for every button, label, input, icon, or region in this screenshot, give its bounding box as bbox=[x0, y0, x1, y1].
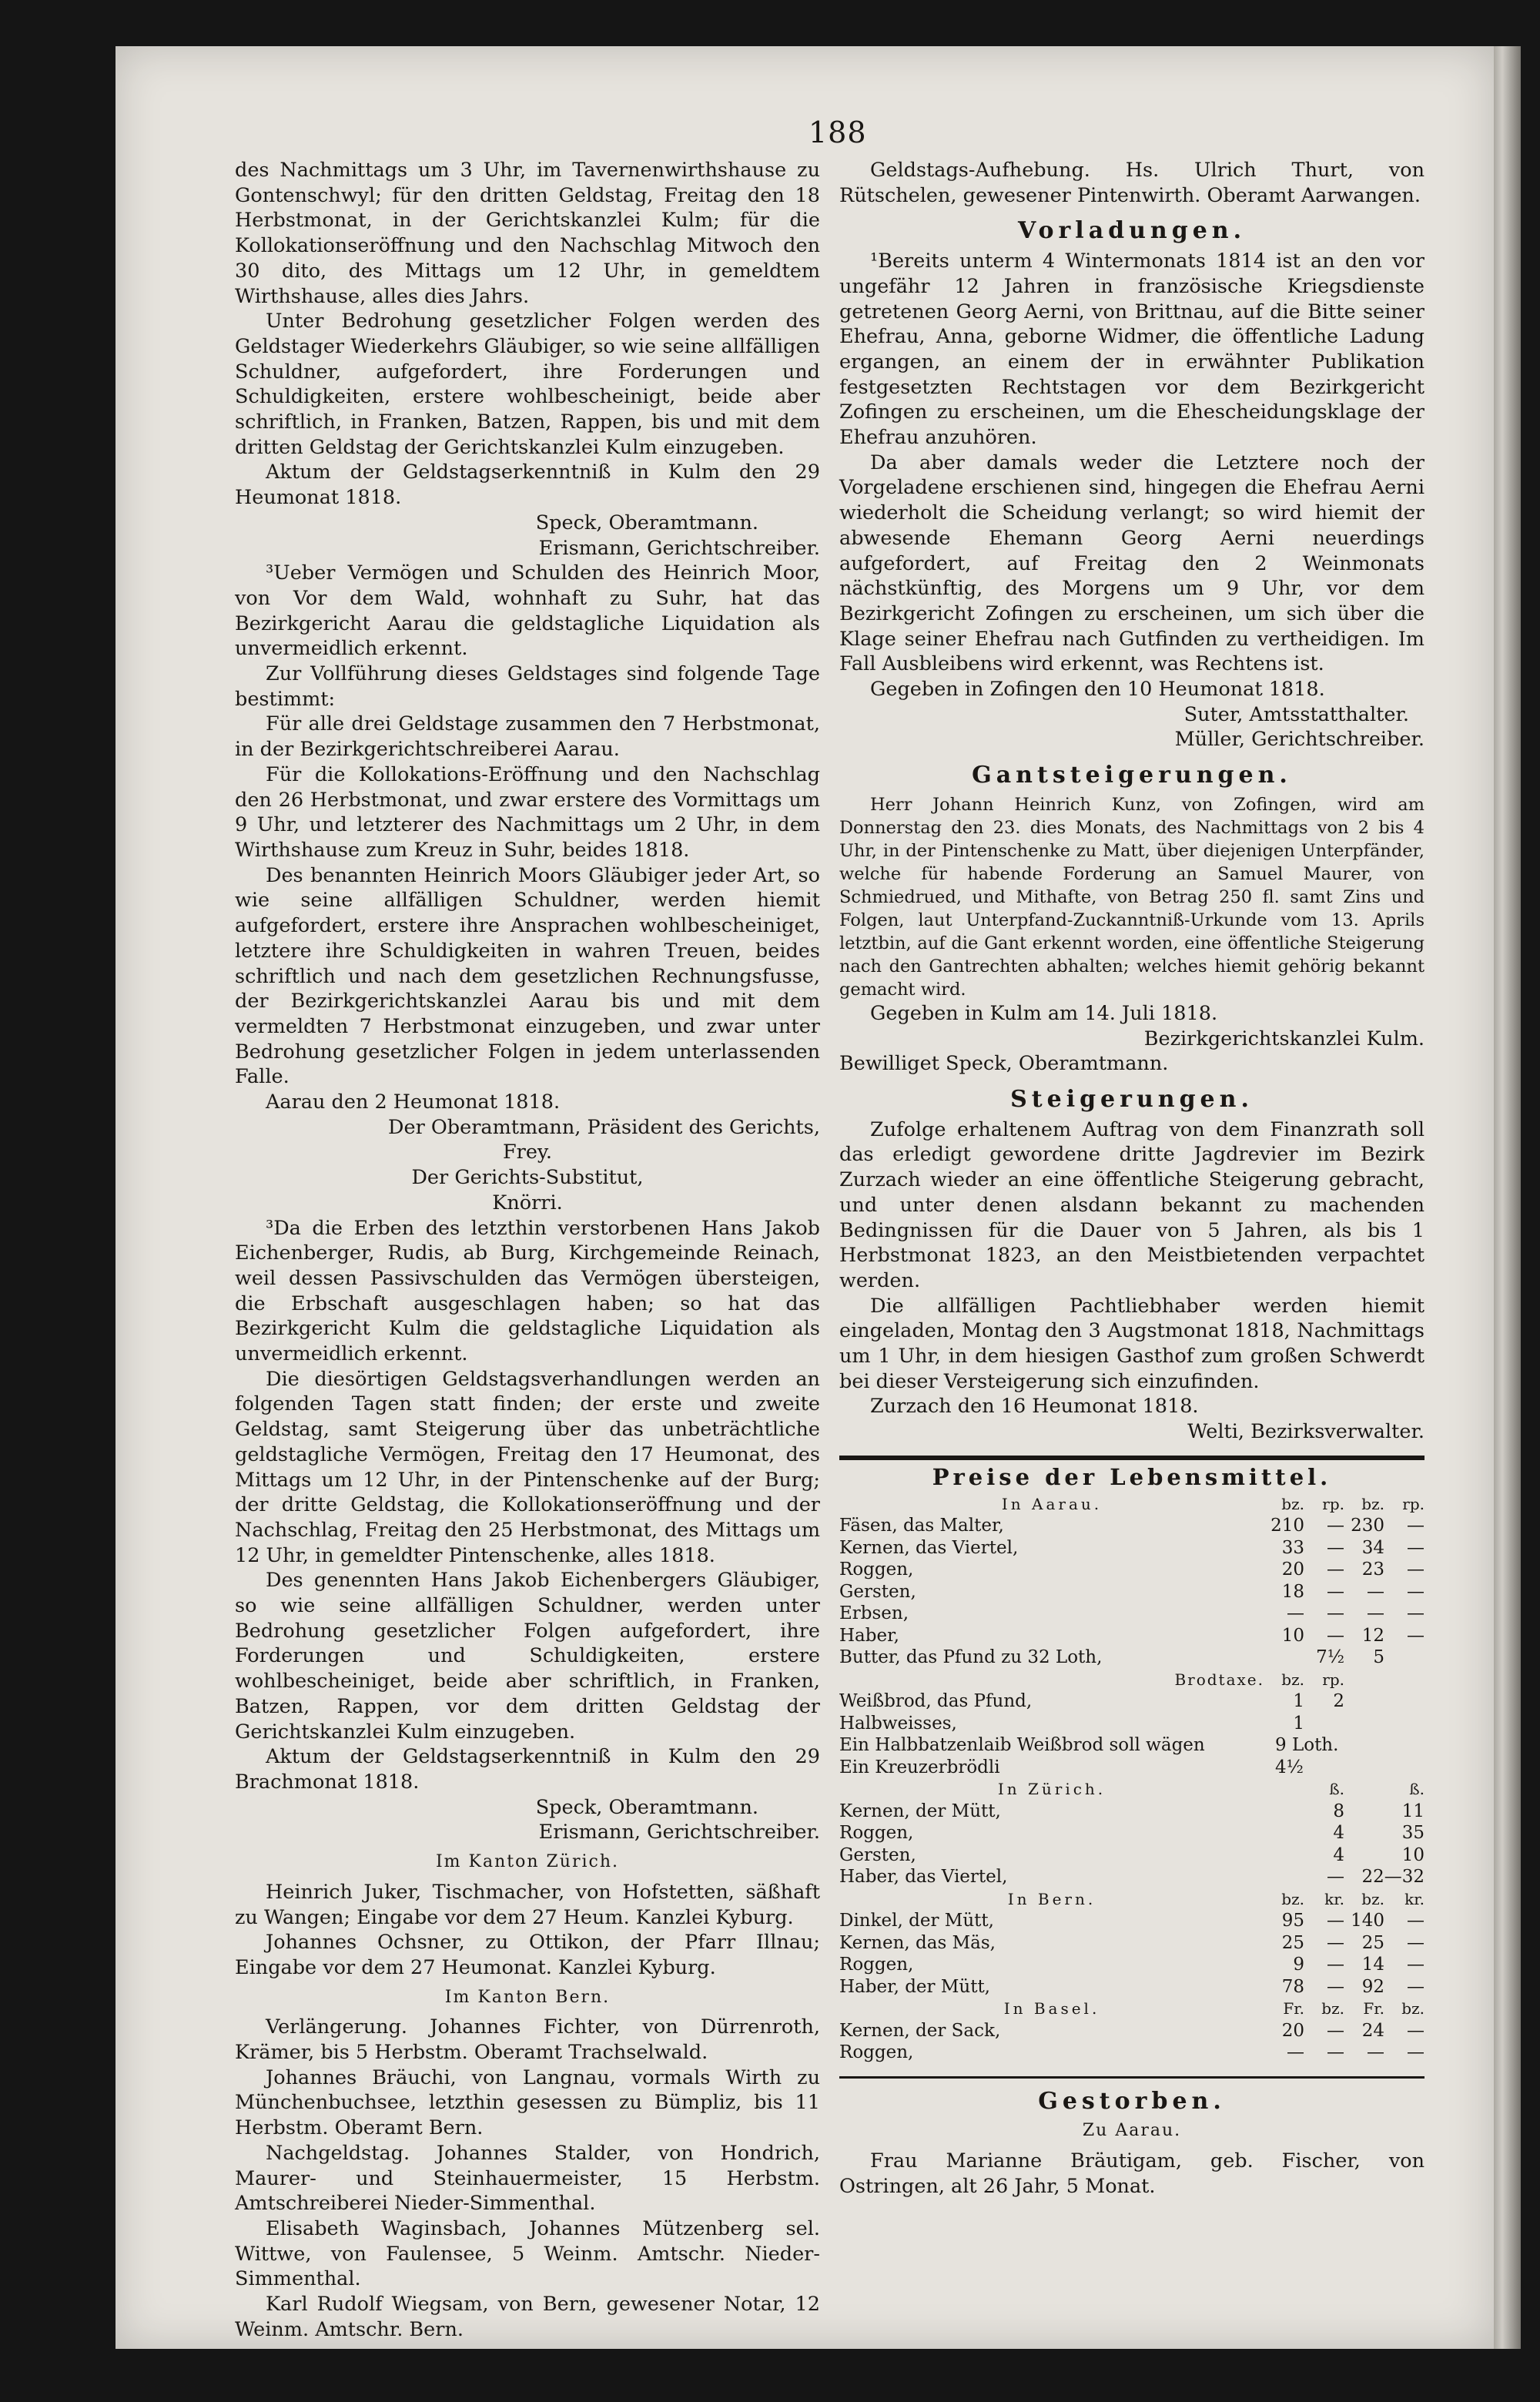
price-item: Dinkel, der Mütt, bbox=[839, 1911, 994, 1931]
notice-paragraph: Johannes Bräuchi, von Langnau, vormals Wirth zu Münchenbuchsee, letzthin gesessen zu Bümpliz, bis 11 Herbstm. Oberamt Bern. bbox=[235, 2065, 820, 2140]
price-value: — bbox=[1327, 1867, 1344, 1888]
notice-paragraph: Die allfälligen Pachtliebhaber werden hiemit eingeladen, Montag den 3 Augstmonat 1818, Nachmittags um 1 Uhr, in dem hiesigen Gasthof zum großen Schwerdt bei dieser Versteigerung sich einzufinden. bbox=[839, 1294, 1424, 1393]
price-item: Ein Halbbatzenlaib Weißbrod soll wägen bbox=[839, 1735, 1205, 1756]
table-header-cell bbox=[1344, 1778, 1384, 1801]
price-item: Roggen, bbox=[839, 1559, 914, 1580]
price-value: — bbox=[1407, 1955, 1424, 1975]
table-row bbox=[839, 1581, 1424, 1603]
table-row bbox=[839, 1690, 1424, 1713]
price-value: — bbox=[1407, 1559, 1424, 1580]
notice-paragraph: Bewilliget Speck, Oberamtmann. bbox=[839, 1052, 1169, 1076]
price-value: 2 bbox=[1333, 1691, 1344, 1712]
price-value: 230 bbox=[1351, 1516, 1384, 1536]
signature: Knörri. bbox=[492, 1191, 563, 1214]
price-value bbox=[1344, 1844, 1384, 1867]
price-value: 4 bbox=[1333, 1844, 1344, 1865]
price-value: — bbox=[1367, 2042, 1384, 2063]
signature: Müller, Gerichtschreiber. bbox=[1174, 728, 1424, 752]
notice-paragraph: Johannes Ochsner, zu Ottikon, der Pfarr Illnau; Eingabe vor dem 27 Heumonat. Kanzlei Kyburg. bbox=[235, 1931, 820, 1979]
table-header-cell: kr. bbox=[1404, 1889, 1424, 1908]
price-value: 1 bbox=[1293, 1691, 1304, 1712]
price-value: — bbox=[1407, 1911, 1424, 1931]
signature: Der Oberamtmann, Präsident des Gerichts, bbox=[388, 1115, 820, 1139]
price-item: Kernen, der Mütt, bbox=[839, 1801, 1001, 1821]
price-value: 4 bbox=[1333, 1823, 1344, 1844]
left-column bbox=[235, 158, 820, 2342]
table-header-cell: rp. bbox=[1322, 1494, 1344, 1513]
price-value: 35 bbox=[1401, 1823, 1424, 1844]
notice-paragraph: ³Da die Erben des letzthin verstorbenen Hans Jakob Eichenberger, Rudis, ab Burg, Kirchgemeinde Reinach, weil dessen Passivschulden das Vermögen übersteigen, die Erbschaft ausgeschlagen haben; so hat das Bezirkgericht Kulm die geldstagliche Liquidation als unvermeidlich erkennt. bbox=[235, 1216, 820, 1366]
notice-paragraph: Für die Kollokations-Eröffnung und den Nachschlag den 26 Herbstmonat, und zwar erstere des Vormittags um 9 Uhr, und letzterer des Nachmittags um 2 Uhr, in dem Wirthshause zum Kreuz in Suhr, beides 1818. bbox=[235, 762, 820, 862]
price-value: 7½ bbox=[1316, 1647, 1344, 1668]
signature: Der Gerichts-Substitut, bbox=[411, 1166, 644, 1190]
price-value bbox=[1264, 1844, 1304, 1867]
price-item: Haber, das Viertel, bbox=[839, 1867, 1008, 1888]
price-value: 9 Loth. bbox=[1275, 1735, 1339, 1756]
notice-paragraph: Karl Rudolf Wiegsam, von Bern, gewesener Notar, 12 Weinm. Amtschr. Bern. bbox=[235, 2293, 820, 2341]
table-row bbox=[839, 1537, 1424, 1559]
price-item: Butter, das Pfund zu 32 Loth, bbox=[839, 1647, 1103, 1668]
price-value: 18 bbox=[1281, 1581, 1304, 1602]
notice-paragraph: Verlängerung. Johannes Fichter, von Dürrenroth, Krämer, bis 5 Herbstm. Oberamt Trachselwald. bbox=[235, 2015, 820, 2065]
price-item: Haber, der Mütt, bbox=[839, 1976, 990, 1997]
notice-paragraph: Des benannten Heinrich Moors Gläubiger jeder Art, so wie seine allfälligen Schuldner, werden hiemit aufgefordert, erstere ihre Ansprachen wohlbescheiniget, letztere ihre Schuldigkeiten in wahren Treuen, beides schriftlich und nach dem gesetzlichen Rechnungsfusse, der Bezirkgerichtskanzlei Aarau bis und mit dem vermeldten 7 Herbstmonat einzugeben, und zwar unter Bedrohung gesetzlicher Folgen in jedem unterlassenden Falle. bbox=[235, 863, 820, 1089]
price-value bbox=[1264, 1822, 1304, 1844]
table-header-cell: bz. bbox=[1361, 1494, 1384, 1513]
price-value: — bbox=[1327, 2020, 1344, 2041]
table-row bbox=[839, 1713, 1424, 1735]
signature: Suter, Amtsstatthalter. bbox=[1183, 702, 1409, 726]
notice-paragraph: Herr Johann Heinrich Kunz, von Zofingen, wird am Donnerstag den 23. dies Monats, des Nachmittags von 2 bis 4 Uhr, in der Pintenschenke zu Matt, über diejenigen Unterpfänder, welche für habende Forderung an Samuel Maurer, von Schmiedrued, und Mithafte, von Betrag 250 fl. samt Zins und Folgen, laut Unterpfand-Zuckanntniß-Urkunde vom 13. Aprils letztbin, auf die Gant erkennt worden, eine öffentliche Steigerung nach den Gantrechten abhalten; welches hiemit gehörig bekannt gemacht wird. bbox=[839, 794, 1424, 1000]
table-row bbox=[839, 1976, 1424, 1998]
price-value: 9 bbox=[1293, 1955, 1304, 1975]
price-value: — bbox=[1327, 1625, 1344, 1646]
price-value: 140 bbox=[1351, 1911, 1384, 1931]
price-value: 20 bbox=[1281, 2020, 1304, 2041]
notice-date: Gegeben in Zofingen den 10 Heumonat 1818. bbox=[870, 678, 1325, 702]
price-value: — bbox=[1407, 1625, 1424, 1646]
price-value: — bbox=[1407, 1581, 1424, 1602]
notice-paragraph: Heinrich Juker, Tischmacher, von Hofstetten, säßhaft zu Wangen; Eingabe vor dem 27 Heum. Kanzlei Kyburg. bbox=[235, 1880, 820, 1929]
price-value bbox=[1384, 1647, 1424, 1669]
signature: Welti, Bezirksverwalter. bbox=[1187, 1420, 1424, 1444]
signature: Bezirkgerichtskanzlei Kulm. bbox=[1143, 1027, 1424, 1050]
price-value: — bbox=[1327, 1559, 1344, 1580]
table-row bbox=[839, 1625, 1424, 1647]
table-header-cell: kr. bbox=[1324, 1889, 1344, 1908]
price-item: Roggen, bbox=[839, 1823, 914, 1844]
price-group-label: In Bern. bbox=[1007, 1889, 1096, 1908]
section-heading-preise: Preise der Lebensmittel. bbox=[932, 1463, 1332, 1490]
table-row bbox=[839, 2020, 1424, 2042]
section-heading-steigerungen: Steigerungen. bbox=[1010, 1085, 1254, 1113]
price-item: Kernen, der Sack, bbox=[839, 2020, 1001, 2041]
notice-paragraph: Die diesörtigen Geldstagsverhandlungen werden an folgenden Tagen statt finden; der erste und zweite Geldstag, samt Steigerung über das unbeträchtliche geldstagliche Vermögen, Freitag den 17 Heumonat, des Mittags um 12 Uhr, in der Pintenschenke auf der Burg; der dritte Geldstag, die Kollokationseröffnung und der Nachschlag, Freitag den 25 Herbstmonat, des Mittags um 12 Uhr, in gemeldter Pintenschenke, alles 1818. bbox=[235, 1367, 820, 1567]
price-value: — bbox=[1287, 1603, 1304, 1624]
price-value: — bbox=[1327, 1516, 1344, 1536]
price-value: 8 bbox=[1333, 1801, 1344, 1821]
table-row bbox=[839, 1734, 1424, 1757]
price-value bbox=[1344, 1690, 1384, 1713]
price-value bbox=[1384, 1713, 1424, 1735]
table-row bbox=[839, 1757, 1424, 1779]
notice-paragraph: Elisabeth Waginsbach, Johannes Mützenberg sel. Wittwe, von Faulensee, 5 Weinm. Amtschr. Nieder-Simmenthal. bbox=[235, 2216, 820, 2291]
price-value: 210 bbox=[1270, 1516, 1304, 1536]
notice-paragraph: Da aber damals weder die Letztere noch der Vorgeladene erschienen sind, hingegen die Ehefrau Aerni wiederholt die Scheidung verlangt; so wird hiemit der abwesende Ehemann Georg Aerni neuerdings aufgefordert, auf Freitag den 2 Weinmonats nächstkünftig, des Morgens um 9 Uhr, vor dem Bezirkgericht Zofingen zu erscheinen, um sich über die Klage seiner Ehefrau nach Gutfinden zu vertheidigen. Im Fall Ausbleibens wird erkennt, was Rechtens ist. bbox=[839, 451, 1424, 676]
price-value: — bbox=[1407, 1976, 1424, 1997]
price-item: Haber, bbox=[839, 1625, 899, 1646]
price-value: — bbox=[1407, 1603, 1424, 1624]
price-item: Roggen, bbox=[839, 2042, 914, 2063]
table-row bbox=[839, 2042, 1424, 2064]
price-value: 95 bbox=[1281, 1911, 1304, 1931]
table-header-cell: bz. bbox=[1401, 1999, 1424, 2018]
notice-date: Aarau den 2 Heumonat 1818. bbox=[266, 1090, 561, 1114]
section-heading-vorladungen: Vorladungen. bbox=[1017, 217, 1247, 245]
signature: Speck, Oberamtmann. bbox=[535, 511, 758, 534]
table-row bbox=[839, 1954, 1424, 1976]
price-value: 4½ bbox=[1275, 1757, 1304, 1777]
price-item: Halbweisses, bbox=[839, 1713, 957, 1734]
price-item: Kernen, das Mäs, bbox=[839, 1932, 996, 1953]
price-value bbox=[1344, 1713, 1384, 1735]
price-value bbox=[1344, 1734, 1384, 1757]
notice-paragraph: ³Ueber Vermögen und Schulden des Heinrich Moor, von Vor dem Wald, wohnhaft zu Suhr, hat das Bezirkgericht Aarau die geldstagliche Liquidation als unvermeidlich erkennt. bbox=[235, 561, 820, 661]
table-row bbox=[839, 1647, 1424, 1669]
page-number: 188 bbox=[808, 116, 867, 149]
price-item: Gersten, bbox=[839, 1844, 916, 1865]
table-header-cell: bz. bbox=[1281, 1889, 1304, 1908]
notice-date: Gegeben in Kulm am 14. Juli 1818. bbox=[870, 1001, 1218, 1025]
price-value: — bbox=[1327, 1932, 1344, 1953]
price-value: — bbox=[1327, 1537, 1344, 1558]
table-header-cell bbox=[1384, 1669, 1424, 1691]
notice-paragraph: Des genennten Hans Jakob Eichenbergers Gläubiger, so wie seine allfälligen Schuldner, werden unter Bedrohung gesetzlicher Folgen aufgefordert, ihre Forderungen und Schuldigkeiten, erstere wohlbescheiniget, beide aber schriftlich, in Franken, Batzen, Rappen, vor dem dritten Geldstag der Gerichtskanzlei Kulm einzugeben. bbox=[235, 1569, 820, 1744]
notice-paragraph: des Nachmittags um 3 Uhr, im Tavernenwirthshause zu Gontenschwyl; für den dritten Geldstag, Freitag den 18 Herbstmonat, in der Gerichtskanzlei Kulm; für die Kollokationseröffnung und den Nachschlag Mitwoch den 30 dito, des Mittags um 12 Uhr, in gemeldtem Wirthshause, alles dies Jahrs. bbox=[235, 159, 820, 308]
table-header-cell bbox=[1344, 1669, 1384, 1691]
price-value bbox=[1264, 1647, 1304, 1669]
price-value: — bbox=[1327, 1603, 1344, 1624]
price-item: Weißbrod, das Pfund, bbox=[839, 1691, 1033, 1712]
table-row bbox=[839, 1801, 1424, 1823]
right-column bbox=[839, 158, 1424, 2199]
price-value: — bbox=[1367, 1581, 1384, 1602]
price-group-label: In Basel. bbox=[1003, 1999, 1100, 2018]
table-row bbox=[839, 1932, 1424, 1955]
price-value: 20 bbox=[1281, 1559, 1304, 1580]
section-divider bbox=[839, 2076, 1424, 2079]
price-value: 11 bbox=[1401, 1801, 1424, 1821]
table-header-cell: ß. bbox=[1329, 1780, 1344, 1799]
price-value bbox=[1344, 1757, 1384, 1779]
table-header-cell: bz. bbox=[1281, 1670, 1304, 1689]
notice-paragraph: ¹Bereits unterm 4 Wintermonats 1814 ist an den vor ungefähr 12 Jahren in französische Kriegsdienste getretenen Georg Aerni, von Brittnau, auf die Bitte seiner Ehefrau, Anna, geborne Widmer, die öffentliche Ladung ergangen, an einem der in erwähnter Publikation festgesetzten Rechtstagen vor dem Bezirkgericht Zofingen zu erscheinen, um die Ehescheidungsklage der Ehefrau anzuhören. bbox=[839, 250, 1424, 450]
table-row bbox=[839, 1669, 1424, 1691]
section-subheading: Zu Aarau. bbox=[1082, 2121, 1182, 2141]
price-value: — bbox=[1407, 1516, 1424, 1536]
price-value bbox=[1344, 1801, 1384, 1823]
table-header-cell: rp. bbox=[1322, 1670, 1344, 1689]
price-item: Fäsen, das Malter, bbox=[839, 1516, 1004, 1536]
price-value: 10 bbox=[1281, 1625, 1304, 1646]
price-value bbox=[1344, 1822, 1384, 1844]
price-value: 23 bbox=[1361, 1559, 1384, 1580]
signature: Erismann, Gerichtschreiber. bbox=[538, 536, 820, 560]
price-item: Kernen, das Viertel, bbox=[839, 1537, 1019, 1558]
price-value: — bbox=[1407, 2042, 1424, 2063]
price-value: 78 bbox=[1281, 1976, 1304, 1997]
notice-date: Aktum der Geldstagserkenntniß in Kulm den 29 Brachmonat 1818. bbox=[235, 1745, 820, 1794]
table-row bbox=[839, 1888, 1424, 1911]
price-value: 10 bbox=[1401, 1844, 1424, 1865]
table-row bbox=[839, 1844, 1424, 1867]
table-header-cell: bz. bbox=[1281, 1494, 1304, 1513]
price-value: 92 bbox=[1361, 1976, 1384, 1997]
price-value: 22—32 bbox=[1361, 1867, 1424, 1888]
notice-paragraph: Zufolge erhaltenem Auftrag von dem Finanzrath soll das erledigt gewordene dritte Jagdrevier im Bezirk Zurzach wieder an eine öffentliche Steigerung gebracht, und unter denen alsdann bekannt zu machenden Bedingnissen für die Dauer von 5 Jahren, als bis 1 Herbstmonat 1823, an den Meistbietenden verpachtet werden. bbox=[839, 1117, 1424, 1292]
price-value: — bbox=[1407, 1932, 1424, 1953]
table-header-cell: ß. bbox=[1409, 1780, 1424, 1799]
price-value: — bbox=[1327, 1911, 1344, 1931]
table-row bbox=[839, 1778, 1424, 1801]
notice-paragraph: Zur Vollführung dieses Geldstages sind folgende Tage bestimmt: bbox=[235, 662, 820, 711]
price-value bbox=[1384, 1734, 1424, 1757]
price-value: 5 bbox=[1373, 1647, 1384, 1668]
table-row bbox=[839, 1822, 1424, 1844]
price-value: 1 bbox=[1293, 1713, 1304, 1734]
price-value: 34 bbox=[1361, 1537, 1384, 1558]
price-value: 25 bbox=[1361, 1932, 1384, 1953]
table-row bbox=[839, 1493, 1424, 1516]
table-header-cell bbox=[1264, 1778, 1304, 1801]
price-value: — bbox=[1327, 1581, 1344, 1602]
table-header-cell: Fr. bbox=[1363, 1999, 1384, 2018]
table-header-cell: bz. bbox=[1321, 1999, 1344, 2018]
signature: Speck, Oberamtmann. bbox=[535, 1795, 758, 1819]
table-header-cell: rp. bbox=[1402, 1494, 1424, 1513]
price-group-label: Brodtaxe. bbox=[1174, 1670, 1264, 1689]
table-row bbox=[839, 1559, 1424, 1581]
price-value bbox=[1384, 1757, 1424, 1779]
section-subheading: Im Kanton Bern. bbox=[444, 1987, 611, 2007]
price-table bbox=[839, 1493, 1424, 2064]
table-header-cell: Fr. bbox=[1283, 1999, 1304, 2018]
table-row bbox=[839, 1910, 1424, 1932]
table-header-cell: bz. bbox=[1361, 1889, 1384, 1908]
price-value: 33 bbox=[1281, 1537, 1304, 1558]
price-value: 12 bbox=[1361, 1625, 1384, 1646]
table-row bbox=[839, 1998, 1424, 2020]
notice-paragraph: Unter Bedrohung gesetzlicher Folgen werden des Geldstager Wiederkehrs Gläubiger, so wie seine allfälligen Schuldner, aufgefordert, ihre Forderungen und Schuldigkeiten, erstere wohlbescheinigt, beide aber schriftlich, in Franken, Batzen, Rappen, bis und mit dem dritten Geldstag der Gerichtskanzlei Kulm einzugeben. bbox=[235, 310, 820, 459]
price-value bbox=[1384, 1690, 1424, 1713]
section-divider bbox=[839, 1456, 1424, 1460]
table-row bbox=[839, 1603, 1424, 1625]
notice-paragraph: Nachgeldstag. Johannes Stalder, von Hondrich, Maurer- und Steinhauermeister, 15 Herbstm. Amtschreiberei Nieder-Simmenthal. bbox=[235, 2141, 820, 2216]
price-value: 25 bbox=[1281, 1932, 1304, 1953]
price-value: 24 bbox=[1361, 2020, 1384, 2041]
price-value: — bbox=[1407, 1537, 1424, 1558]
price-item: Ein Kreuzerbrödli bbox=[839, 1757, 1000, 1777]
table-row bbox=[839, 1866, 1424, 1888]
signature: Erismann, Gerichtschreiber. bbox=[538, 1821, 820, 1844]
notice-paragraph: Geldstags-Aufhebung. Hs. Ulrich Thurt, von Rütschelen, gewesener Pintenwirth. Oberamt Aarwangen. bbox=[839, 159, 1424, 207]
price-item: Gersten, bbox=[839, 1581, 916, 1602]
table-row bbox=[839, 1515, 1424, 1537]
notice-paragraph: Frau Marianne Bräutigam, geb. Fischer, von Ostringen, alt 26 Jahr, 5 Monat. bbox=[839, 2149, 1424, 2198]
price-value: 14 bbox=[1361, 1955, 1384, 1975]
notice-paragraph: Für alle drei Geldstage zusammen den 7 Herbstmonat, in der Bezirkgerichtschreiberei Aarau. bbox=[235, 712, 820, 762]
price-value bbox=[1264, 1866, 1304, 1888]
section-heading-gantsteigerungen: Gantsteigerungen. bbox=[972, 762, 1292, 789]
price-group-label: In Aarau. bbox=[1001, 1494, 1103, 1513]
notice-date: Aktum der Geldstagserkenntniß in Kulm den 29 Heumonat 1818. bbox=[235, 461, 820, 510]
price-value: — bbox=[1287, 2042, 1304, 2063]
price-item: Roggen, bbox=[839, 1955, 914, 1975]
price-value: — bbox=[1327, 1976, 1344, 1997]
price-value bbox=[1264, 1801, 1304, 1823]
price-value: — bbox=[1327, 1955, 1344, 1975]
section-heading-gestorben: Gestorben. bbox=[1038, 2087, 1226, 2115]
price-value: — bbox=[1407, 2020, 1424, 2041]
price-value: — bbox=[1327, 2042, 1344, 2063]
price-group-label: In Zürich. bbox=[997, 1780, 1106, 1799]
page-edge bbox=[1490, 46, 1521, 2349]
price-value: — bbox=[1367, 1603, 1384, 1624]
signature: Frey. bbox=[502, 1141, 553, 1164]
section-subheading: Im Kanton Zürich. bbox=[435, 1852, 619, 1872]
price-value bbox=[1304, 1713, 1344, 1735]
notice-date: Zurzach den 16 Heumonat 1818. bbox=[870, 1395, 1199, 1419]
price-item: Erbsen, bbox=[839, 1603, 909, 1624]
